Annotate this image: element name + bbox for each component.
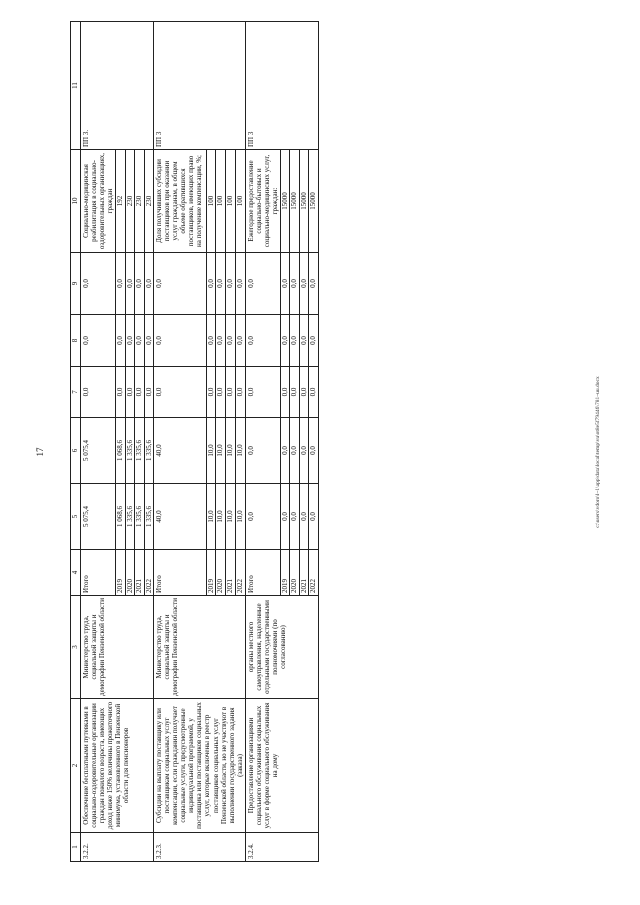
header-cell: 1 xyxy=(71,833,81,862)
value-col6: 0,0 xyxy=(299,418,309,484)
measure-name: Предоставление организациями социального обслуживания социальных услуг в форме социального обслуживания на дому xyxy=(245,699,318,833)
total-value-col7: 0,0 xyxy=(81,367,116,418)
value-col9: 0,0 xyxy=(226,253,236,315)
total-value-col8: 0,0 xyxy=(154,315,207,367)
value-col6: 10,0 xyxy=(206,418,216,484)
year-cell: 2022 xyxy=(235,550,245,596)
value-col5: 10,0 xyxy=(206,484,216,550)
value-col6: 10,0 xyxy=(235,418,245,484)
header-cell: 2 xyxy=(71,699,81,833)
value-col8: 0,0 xyxy=(280,315,290,367)
value-col5: 1 335,6 xyxy=(135,484,145,550)
value-col7: 0,0 xyxy=(216,367,226,418)
indicator-name: Ежегодное предоставление социально-бытовых и социально-медицинских услуг, граждан: xyxy=(245,150,280,253)
value-col5: 1 335,6 xyxy=(144,484,154,550)
header-cell: 7 xyxy=(71,367,81,418)
value-col6: 10,0 xyxy=(216,418,226,484)
value-col5: 10,0 xyxy=(235,484,245,550)
total-value-col5: 5 075,4 xyxy=(81,484,116,550)
page-number: 17 xyxy=(35,447,45,457)
program-table xyxy=(70,21,319,862)
table-row xyxy=(245,22,280,862)
value-col7: 0,0 xyxy=(206,367,216,418)
value-col9: 0,0 xyxy=(290,253,300,315)
total-value-col6: 5 075,4 xyxy=(81,418,116,484)
value-col8: 0,0 xyxy=(216,315,226,367)
total-value-col5: 0,0 xyxy=(245,484,280,550)
value-col6: 0,0 xyxy=(309,418,319,484)
value-col5: 10,0 xyxy=(226,484,236,550)
indicator-value: 100 xyxy=(206,150,216,253)
value-col6: 1 335,6 xyxy=(125,418,135,484)
total-value-col6: 40,0 xyxy=(154,418,207,484)
year-cell: 2019 xyxy=(206,550,216,596)
measure-name: Обеспечение бесплатными путевками в социально-оздоровительные организации граждан пожилого возраста, имеющих доход ниже 150% величины прожиточного минимума, установленного в Пензенской области для пенсионеров xyxy=(81,699,154,833)
value-col5: 0,0 xyxy=(280,484,290,550)
executor: органы местного самоуправления, наделенные отдельными государственными полномочиями (по согласованию) xyxy=(245,596,318,699)
executor: Министерство труда, социальной защиты и демографии Пензенской области xyxy=(154,596,246,699)
value-col5: 0,0 xyxy=(299,484,309,550)
total-value-col6: 0,0 xyxy=(245,418,280,484)
value-col8: 0,0 xyxy=(144,315,154,367)
value-col7: 0,0 xyxy=(125,367,135,418)
total-value-col9: 0,0 xyxy=(245,253,280,315)
value-col8: 0,0 xyxy=(206,315,216,367)
indicator-value: 15000 xyxy=(299,150,309,253)
value-col5: 10,0 xyxy=(216,484,226,550)
value-col5: 1 335,6 xyxy=(125,484,135,550)
executor: Министерство труда, социальной защиты и демографии Пензенской области xyxy=(81,596,154,699)
year-cell: 2021 xyxy=(299,550,309,596)
total-value-col9: 0,0 xyxy=(81,253,116,315)
value-col9: 0,0 xyxy=(116,253,126,315)
year-cell: 2020 xyxy=(216,550,226,596)
table-row xyxy=(81,22,116,862)
footer-file-path: c:\users\vdoro\l~1\app\data\local\temp\vu\ot8e5f79446\781~uu.docx xyxy=(595,376,601,528)
total-value-col5: 40,0 xyxy=(154,484,207,550)
indicator-value: 100 xyxy=(216,150,226,253)
table-row xyxy=(154,22,207,862)
year-cell: 2022 xyxy=(144,550,154,596)
value-col6: 1 335,6 xyxy=(144,418,154,484)
subprogram-ref: ПП 3. xyxy=(81,22,154,150)
value-col9: 0,0 xyxy=(216,253,226,315)
row-number: 3.2.2. xyxy=(81,833,154,862)
value-col9: 0,0 xyxy=(280,253,290,315)
value-col5: 0,0 xyxy=(290,484,300,550)
value-col7: 0,0 xyxy=(116,367,126,418)
total-label: Итого xyxy=(81,550,116,596)
header-cell: 3 xyxy=(71,596,81,699)
indicator-value: 230 xyxy=(144,150,154,253)
year-cell: 2019 xyxy=(280,550,290,596)
header-cell: 6 xyxy=(71,418,81,484)
total-value-col9: 0,0 xyxy=(154,253,207,315)
header-cell: 4 xyxy=(71,550,81,596)
value-col7: 0,0 xyxy=(290,367,300,418)
year-cell: 2021 xyxy=(226,550,236,596)
rotated-page-content xyxy=(70,22,590,862)
value-col9: 0,0 xyxy=(144,253,154,315)
value-col8: 0,0 xyxy=(135,315,145,367)
indicator-value: 100 xyxy=(235,150,245,253)
value-col6: 10,0 xyxy=(226,418,236,484)
indicator-value: 15000 xyxy=(280,150,290,253)
indicator-value: 192 xyxy=(116,150,126,253)
value-col8: 0,0 xyxy=(116,315,126,367)
value-col6: 1 068,6 xyxy=(116,418,126,484)
total-value-col8: 0,0 xyxy=(81,315,116,367)
total-label: Итого xyxy=(154,550,207,596)
value-col9: 0,0 xyxy=(309,253,319,315)
measure-name: Субсидии на выплату поставщику или поставщикам социальных услуг компенсации, если гражданин получает социальные услуги, предусмотренные индивидуальной программой, у поставщика или поставщиков социальных услуг, которые включены в реестр поставщиков социальных услуг Пензенской области, но не участвуют в выполнении государственного задания (заказа) xyxy=(154,699,246,833)
row-number: 3.2.3. xyxy=(154,833,246,862)
value-col9: 0,0 xyxy=(235,253,245,315)
header-cell: 5 xyxy=(71,484,81,550)
value-col7: 0,0 xyxy=(299,367,309,418)
total-label: Итого xyxy=(245,550,280,596)
value-col7: 0,0 xyxy=(309,367,319,418)
total-value-col7: 0,0 xyxy=(154,367,207,418)
header-cell: 11 xyxy=(71,22,81,150)
header-cell: 10 xyxy=(71,150,81,253)
value-col8: 0,0 xyxy=(299,315,309,367)
year-cell: 2021 xyxy=(135,550,145,596)
indicator-value: 100 xyxy=(226,150,236,253)
indicator-value: 230 xyxy=(135,150,145,253)
value-col5: 0,0 xyxy=(309,484,319,550)
indicator-value: 15000 xyxy=(290,150,300,253)
value-col8: 0,0 xyxy=(290,315,300,367)
indicator-name: Социально-медицинская реабилитация в социально-оздоровительных организациях, граждан xyxy=(81,150,116,253)
value-col6: 0,0 xyxy=(280,418,290,484)
value-col7: 0,0 xyxy=(135,367,145,418)
value-col9: 0,0 xyxy=(299,253,309,315)
year-cell: 2022 xyxy=(309,550,319,596)
year-cell: 2020 xyxy=(290,550,300,596)
value-col9: 0,0 xyxy=(135,253,145,315)
year-cell: 2019 xyxy=(116,550,126,596)
value-col7: 0,0 xyxy=(226,367,236,418)
value-col9: 0,0 xyxy=(206,253,216,315)
subprogram-ref: ПП 3 xyxy=(154,22,246,150)
value-col8: 0,0 xyxy=(235,315,245,367)
value-col8: 0,0 xyxy=(125,315,135,367)
value-col7: 0,0 xyxy=(144,367,154,418)
total-value-col8: 0,0 xyxy=(245,315,280,367)
value-col9: 0,0 xyxy=(125,253,135,315)
indicator-name: Доля получивших субсидии поставщиков при оказании услуг гражданам, в общем объеме обратившихся поставщиков, имеющих право на получение компенсации, %; xyxy=(154,150,207,253)
year-cell: 2020 xyxy=(125,550,135,596)
value-col6: 0,0 xyxy=(290,418,300,484)
row-number: 3.2.4. xyxy=(245,833,318,862)
header-row xyxy=(71,22,81,862)
value-col8: 0,0 xyxy=(226,315,236,367)
value-col7: 0,0 xyxy=(280,367,290,418)
value-col5: 1 068,6 xyxy=(116,484,126,550)
indicator-value: 15000 xyxy=(309,150,319,253)
header-cell: 9 xyxy=(71,253,81,315)
indicator-value: 230 xyxy=(125,150,135,253)
header-cell: 8 xyxy=(71,315,81,367)
value-col7: 0,0 xyxy=(235,367,245,418)
value-col6: 1 335,6 xyxy=(135,418,145,484)
value-col8: 0,0 xyxy=(309,315,319,367)
total-value-col7: 0,0 xyxy=(245,367,280,418)
subprogram-ref: ПП 3 xyxy=(245,22,318,150)
